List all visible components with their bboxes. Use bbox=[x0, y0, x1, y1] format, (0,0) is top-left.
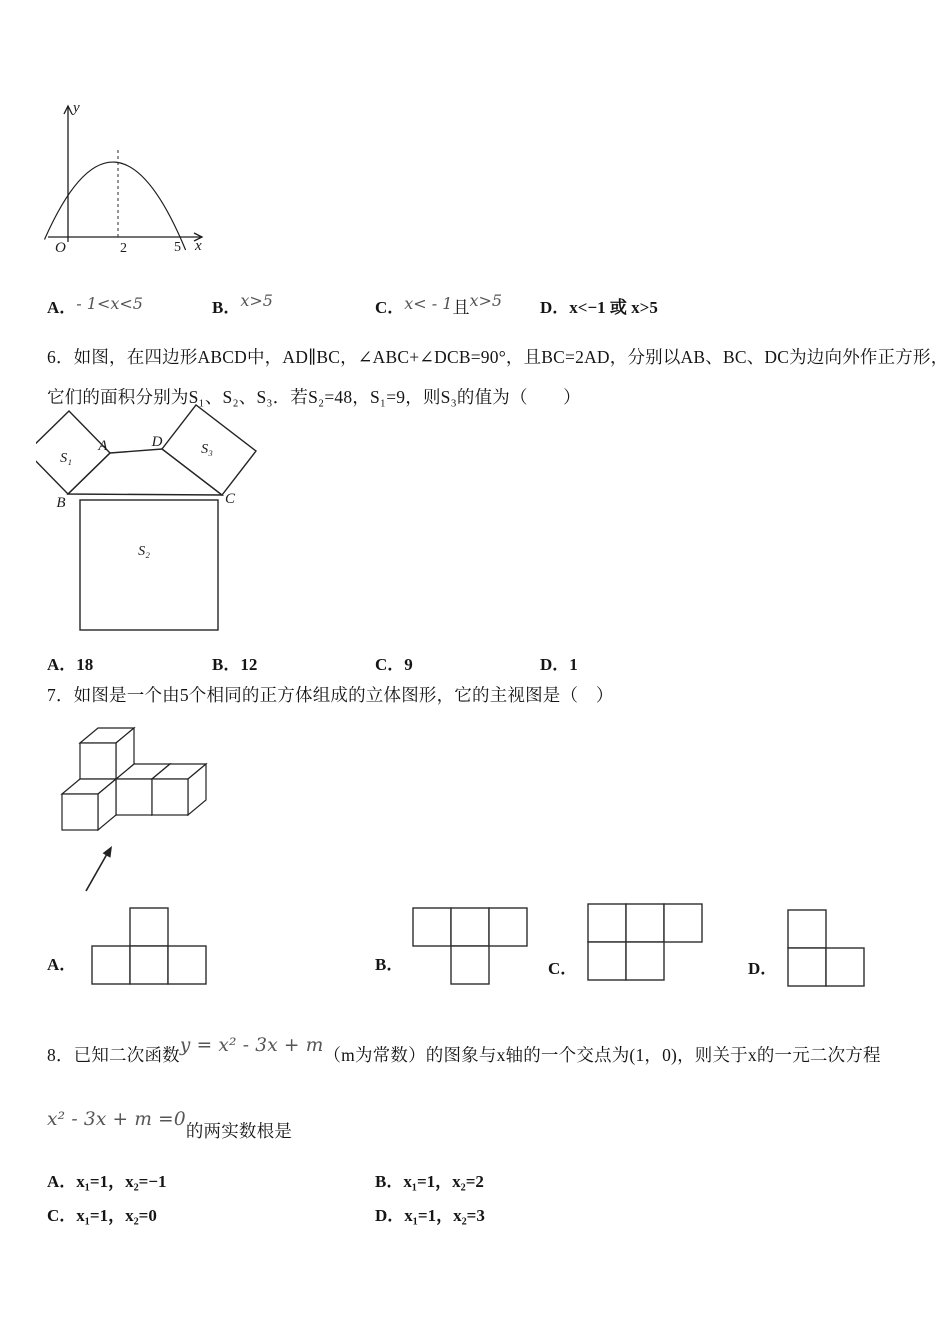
option-text: 1 bbox=[569, 655, 578, 674]
q6-option-b bbox=[212, 650, 257, 675]
option-text: x₁=1，x₂=−1 bbox=[76, 1172, 167, 1191]
q7-option-b-figure bbox=[409, 904, 531, 988]
arrow-shaft bbox=[86, 854, 107, 891]
cell bbox=[788, 910, 826, 948]
option-text: 9 bbox=[404, 655, 413, 674]
q8-middle: （m为常数）的图象与x轴的一个交点为(1，0)，则关于x的一元二次方程 bbox=[323, 1045, 881, 1065]
q7-question-text: 7．如图是一个由5个相同的正方体组成的立体图形，它的主视图是（ ） bbox=[47, 685, 614, 705]
option-label: C． bbox=[375, 298, 405, 317]
option-label: C． bbox=[47, 1206, 77, 1225]
q5-parabola-figure bbox=[38, 95, 208, 267]
option-conjunction: 且 bbox=[452, 298, 470, 317]
cube-face bbox=[62, 794, 98, 830]
option-text: x₁=1，x₂=2 bbox=[403, 1172, 484, 1191]
vertex-d-label: D bbox=[151, 434, 163, 450]
square-s3-label: S₃ bbox=[201, 442, 213, 457]
q5-option-b bbox=[212, 293, 273, 318]
option-formula: x>5 bbox=[240, 291, 273, 310]
option-label: D． bbox=[540, 655, 570, 674]
vertex-c-label: C bbox=[224, 491, 236, 507]
option-formula: - 1<x<5 bbox=[76, 294, 143, 313]
q8-function-formula: y = x² - 3x + m bbox=[179, 1035, 324, 1056]
cell bbox=[588, 942, 626, 980]
q5-option-c bbox=[375, 293, 502, 318]
q7-cube-solid-figure bbox=[50, 715, 215, 900]
cell bbox=[92, 946, 130, 984]
cube-face bbox=[116, 779, 152, 815]
view-c-cells bbox=[588, 904, 702, 980]
q6-option-c bbox=[375, 650, 413, 675]
view-direction-arrow-icon bbox=[86, 846, 112, 891]
origin-label: O bbox=[55, 240, 66, 256]
option-label: A． bbox=[47, 1172, 77, 1191]
q6-option-d bbox=[540, 650, 578, 675]
cell bbox=[489, 908, 527, 946]
q7-option-a-figure bbox=[88, 904, 210, 988]
y-axis-label: y bbox=[73, 100, 80, 116]
view-d-cells bbox=[788, 910, 864, 986]
q7-option-b-label: B． bbox=[375, 955, 404, 974]
cell bbox=[130, 946, 168, 984]
q7-option-c-figure bbox=[584, 900, 708, 986]
q8-option-d bbox=[375, 1201, 485, 1226]
option-formula-left: x< - 1 bbox=[404, 294, 453, 313]
q5-option-a bbox=[47, 293, 143, 318]
square-s2 bbox=[80, 500, 218, 630]
q8-option-b bbox=[375, 1167, 484, 1192]
cell bbox=[626, 904, 664, 942]
q8-equation-formula: x² - 3x + m =0 bbox=[47, 1109, 186, 1130]
q7-option-c-label: C． bbox=[548, 959, 578, 978]
q8-equation-line bbox=[47, 1109, 293, 1143]
q7-option-a-label: A． bbox=[47, 955, 77, 974]
option-text: 18 bbox=[76, 655, 94, 674]
cube-solid bbox=[62, 728, 206, 830]
q8-question-text bbox=[47, 1035, 881, 1067]
option-label: A． bbox=[47, 655, 77, 674]
cell bbox=[588, 904, 626, 942]
cell bbox=[413, 908, 451, 946]
square-s1-label: S₁ bbox=[60, 451, 72, 466]
tick-label-2: 2 bbox=[120, 241, 127, 256]
option-formula-right: x>5 bbox=[469, 291, 503, 310]
q8-intro: 8．已知二次函数 bbox=[47, 1045, 180, 1065]
cell bbox=[168, 946, 206, 984]
cube-face bbox=[152, 779, 188, 815]
q8-option-c bbox=[47, 1201, 157, 1226]
vertex-b-label: B bbox=[56, 495, 66, 511]
q7-option-d-figure bbox=[784, 906, 870, 990]
cube-face bbox=[80, 743, 116, 779]
view-a-cells bbox=[92, 908, 206, 984]
option-text: x<−1 或 x>5 bbox=[569, 298, 658, 317]
q6-text-line2: 它们的面积分别为S₁、S₂、S₃．若S₂=48，S₁=9，则S₃的值为（ ） bbox=[47, 387, 581, 407]
option-text: 12 bbox=[240, 655, 258, 674]
q5-option-d bbox=[540, 293, 658, 318]
q7-option-d-label: D． bbox=[748, 959, 778, 978]
cell bbox=[664, 904, 702, 942]
q6-option-a bbox=[47, 650, 93, 675]
square-s2-label: S₂ bbox=[138, 544, 150, 559]
view-b-cells bbox=[413, 908, 527, 984]
option-label: A． bbox=[47, 298, 77, 317]
cell bbox=[130, 908, 168, 946]
arrow-head bbox=[103, 846, 112, 858]
cell bbox=[451, 946, 489, 984]
q6-squares-figure bbox=[36, 396, 268, 638]
option-label: D． bbox=[375, 1206, 405, 1225]
option-label: B． bbox=[375, 1172, 404, 1191]
option-label: C． bbox=[375, 655, 405, 674]
option-label: B． bbox=[212, 655, 241, 674]
option-label: B． bbox=[212, 298, 241, 317]
tick-label-5: 5 bbox=[174, 240, 181, 255]
q6-text-line1: 6．如图，在四边形ABCD中，AD∥BC，∠ABC+∠DCB=90°，且BC=2AD，分别以AB、BC、DC为边向外作正方形， bbox=[47, 347, 949, 367]
x-axis-label: x bbox=[195, 238, 202, 254]
cell bbox=[826, 948, 864, 986]
option-text: x₁=1，x₂=0 bbox=[76, 1206, 157, 1225]
cell bbox=[788, 948, 826, 986]
vertex-a-label: A bbox=[98, 438, 108, 454]
option-text: x₁=1，x₂=3 bbox=[404, 1206, 485, 1225]
q8-tail: 的两实数根是 bbox=[185, 1121, 293, 1141]
option-label: D． bbox=[540, 298, 570, 317]
cell bbox=[451, 908, 489, 946]
cell bbox=[626, 942, 664, 980]
q8-option-a bbox=[47, 1167, 167, 1192]
